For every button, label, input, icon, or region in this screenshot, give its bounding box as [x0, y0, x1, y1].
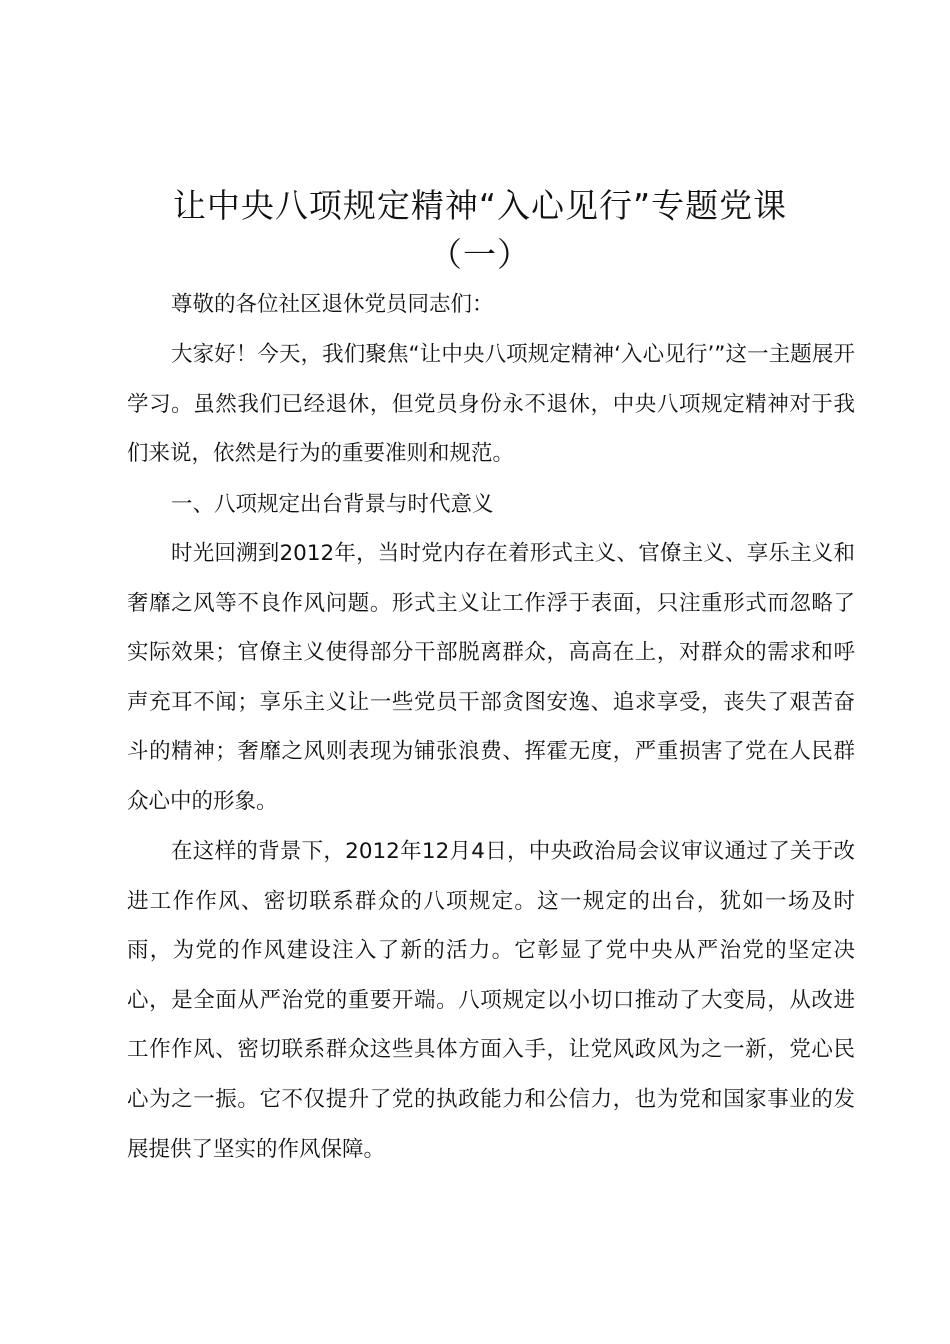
document-title-number: （一） — [429, 235, 531, 274]
section-heading-1: 一、八项规定出台背景与时代意义 — [171, 492, 494, 517]
document-title: 让中央八项规定精神“入心见行”专题党课 — [172, 186, 788, 225]
greeting-paragraph: 尊敬的各位社区退休党员同志们： — [171, 292, 494, 317]
intro-paragraph: 大家好！今天，我们聚焦“让中央八项规定精神‘入心见行’”这一主题展开学习。虽然我们已经退休，但党员身份永不退休，中央八项规定精神对于我们来说，依然是行为的重要准则和规范。 — [127, 342, 855, 467]
background-paragraph: 时光回溯到2012年，当时党内存在着形式主义、官僚主义、享乐主义和奢靡之风等不良作风问题。形式主义让工作浮于表面，只注重形式而忽略了实际效果；官僚主义使得部分干部脱离群众，高高在上，对群众的需求和呼声充耳不闻；享乐主义让一些党员干部贪图安逸、追求享受，丧失了艰苦奋斗的精神；奢靡之风则表现为铺张浪费、挥霍无度，严重损害了党在人民群众心中的形象。 — [127, 541, 855, 814]
significance-paragraph: 在这样的背景下，2012年12月4日，中央政治局会议审议通过了关于改进工作作风、密切联系群众的八项规定。这一规定的出台，犹如一场及时雨，为党的作风建设注入了新的活力。它彰显了党中央从严治党的坚定决心，是全面从严治党的重要开端。八项规定以小切口推动了大变局，从改进工作作风、密切联系群众这些具体方面入手，让党风政风为之一新，党心民心为之一振。它不仅提升了党的执政能力和公信力，也为党和国家事业的发展提供了坚实的作风保障。 — [127, 839, 855, 1162]
